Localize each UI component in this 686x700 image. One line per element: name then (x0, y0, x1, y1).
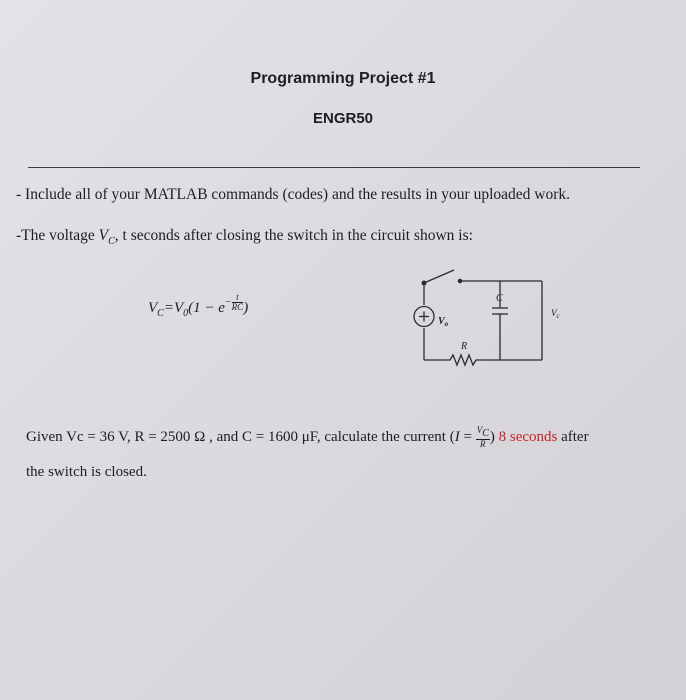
output-label-sub: c (556, 312, 560, 320)
closing-text: the switch is closed. (26, 464, 147, 480)
resistor-label: R (461, 341, 468, 352)
voltage-intro (16, 227, 473, 247)
voltage-subscript: C (108, 236, 115, 248)
formula-body: (1 − e (188, 300, 225, 316)
fraction-numerator (476, 426, 490, 440)
voltage-symbol: V (98, 227, 109, 244)
output-label-main: V (551, 308, 557, 318)
page-title: Programming Project #1 (250, 70, 436, 87)
output-label (551, 308, 561, 320)
formula-exponent (225, 293, 243, 312)
given-after: after (557, 428, 589, 445)
formula-equals: = (163, 300, 174, 316)
voltage-formula (148, 292, 249, 319)
divider (28, 167, 640, 168)
fraction-denominator: R (480, 438, 486, 449)
given-close: ) (489, 428, 499, 445)
fraction-numerator-sub: C (482, 427, 489, 439)
exp-numerator: t (232, 293, 244, 303)
instruction-text: - Include all of your MATLAB commands (codes) and the results in your uploaded work. (16, 186, 570, 203)
formula-close: ) (243, 300, 249, 316)
resistor-zigzag (424, 355, 542, 365)
time-highlight: 8 seconds (498, 428, 558, 445)
source-label (438, 316, 449, 328)
switch-blade (424, 270, 454, 283)
exp-sign: − (224, 297, 232, 308)
fraction-numerator-main: V (476, 425, 483, 435)
source-label-sub: o (444, 320, 449, 328)
exp-denominator: RC (231, 302, 244, 313)
capacitor-label: C (496, 293, 503, 304)
voltage-intro-prefix: -The voltage (16, 227, 99, 244)
current-fraction (476, 426, 490, 449)
current-symbol: I (454, 428, 460, 445)
source-label-main: V (438, 316, 445, 327)
voltage-intro-suffix: , t seconds after closing the switch in the circuit shown is: (114, 227, 473, 244)
given-statement (26, 426, 589, 449)
given-text: Given Vc = 36 V, R = 2500 Ω , and C = 1600 μF, calculate the current ( (26, 428, 455, 445)
formula-v0-sub: 0 (183, 308, 189, 319)
given-eq: = (459, 428, 476, 445)
formula-lhs: V (148, 300, 158, 316)
course-code: ENGR50 (312, 110, 374, 127)
formula-lhs-sub: C (157, 308, 164, 319)
formula-v0: V (173, 300, 184, 316)
rc-circuit-diagram (410, 262, 570, 372)
